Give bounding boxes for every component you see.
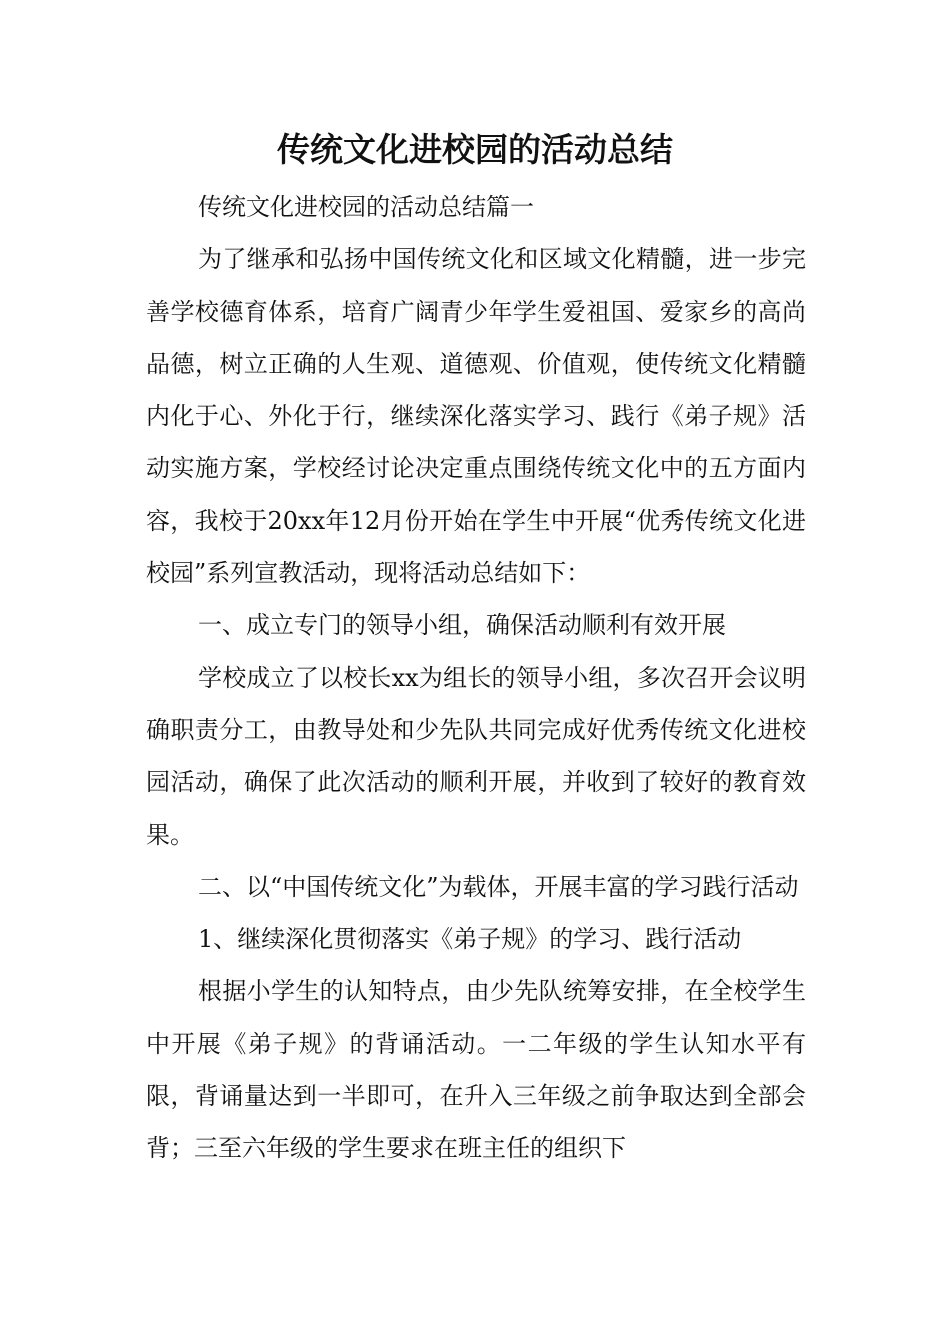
intro-paragraph: 为了继承和弘扬中国传统文化和区域文化精髓，进一步完善学校德育体系，培育广阔青少年学生爱祖国、爱家乡的高尚品德，树立正确的人生观、道德观、价值观，使传统文化精髓内化于心、外化于行，继续深化落实学习、践行《弟子规》活动实施方案，学校经讨论决定重点围绕传统文化中的五方面内容，我校于20xx年12月份开始在学生中开展“优秀传统文化进校园”系列宣教活动，现将活动总结如下： <box>146 245 806 588</box>
subsection-heading-1: 1、继续深化贯彻落实《弟子规》的学习、践行活动 <box>198 925 742 954</box>
document-title: 传统文化进校园的活动总结 <box>277 130 673 169</box>
document-body <box>146 181 806 1175</box>
section-heading-2: 二、以“中国传统文化”为载体，开展丰富的学习践行活动 <box>198 872 799 901</box>
subsection-1-paragraph: 根据小学生的认知特点，由少先队统筹安排，在全校学生中开展《弟子规》的背诵活动。一二年级的学生认知水平有限，背诵量达到一半即可，在升入三年级之前争取达到全部会背；三至六年级的学生要求在班主任的组织下 <box>146 977 806 1163</box>
section-heading-1: 一、成立专门的领导小组，确保活动顺利有效开展 <box>198 611 726 640</box>
subtitle-paragraph: 传统文化进校园的活动总结篇一 <box>198 193 534 221</box>
section-1-paragraph: 学校成立了以校长xx为组长的领导小组，多次召开会议明确职责分工，由教导处和少先队共同完成好优秀传统文化进校园活动，确保了此次活动的顺利开展，并收到了较好的教育效果。 <box>146 663 806 849</box>
